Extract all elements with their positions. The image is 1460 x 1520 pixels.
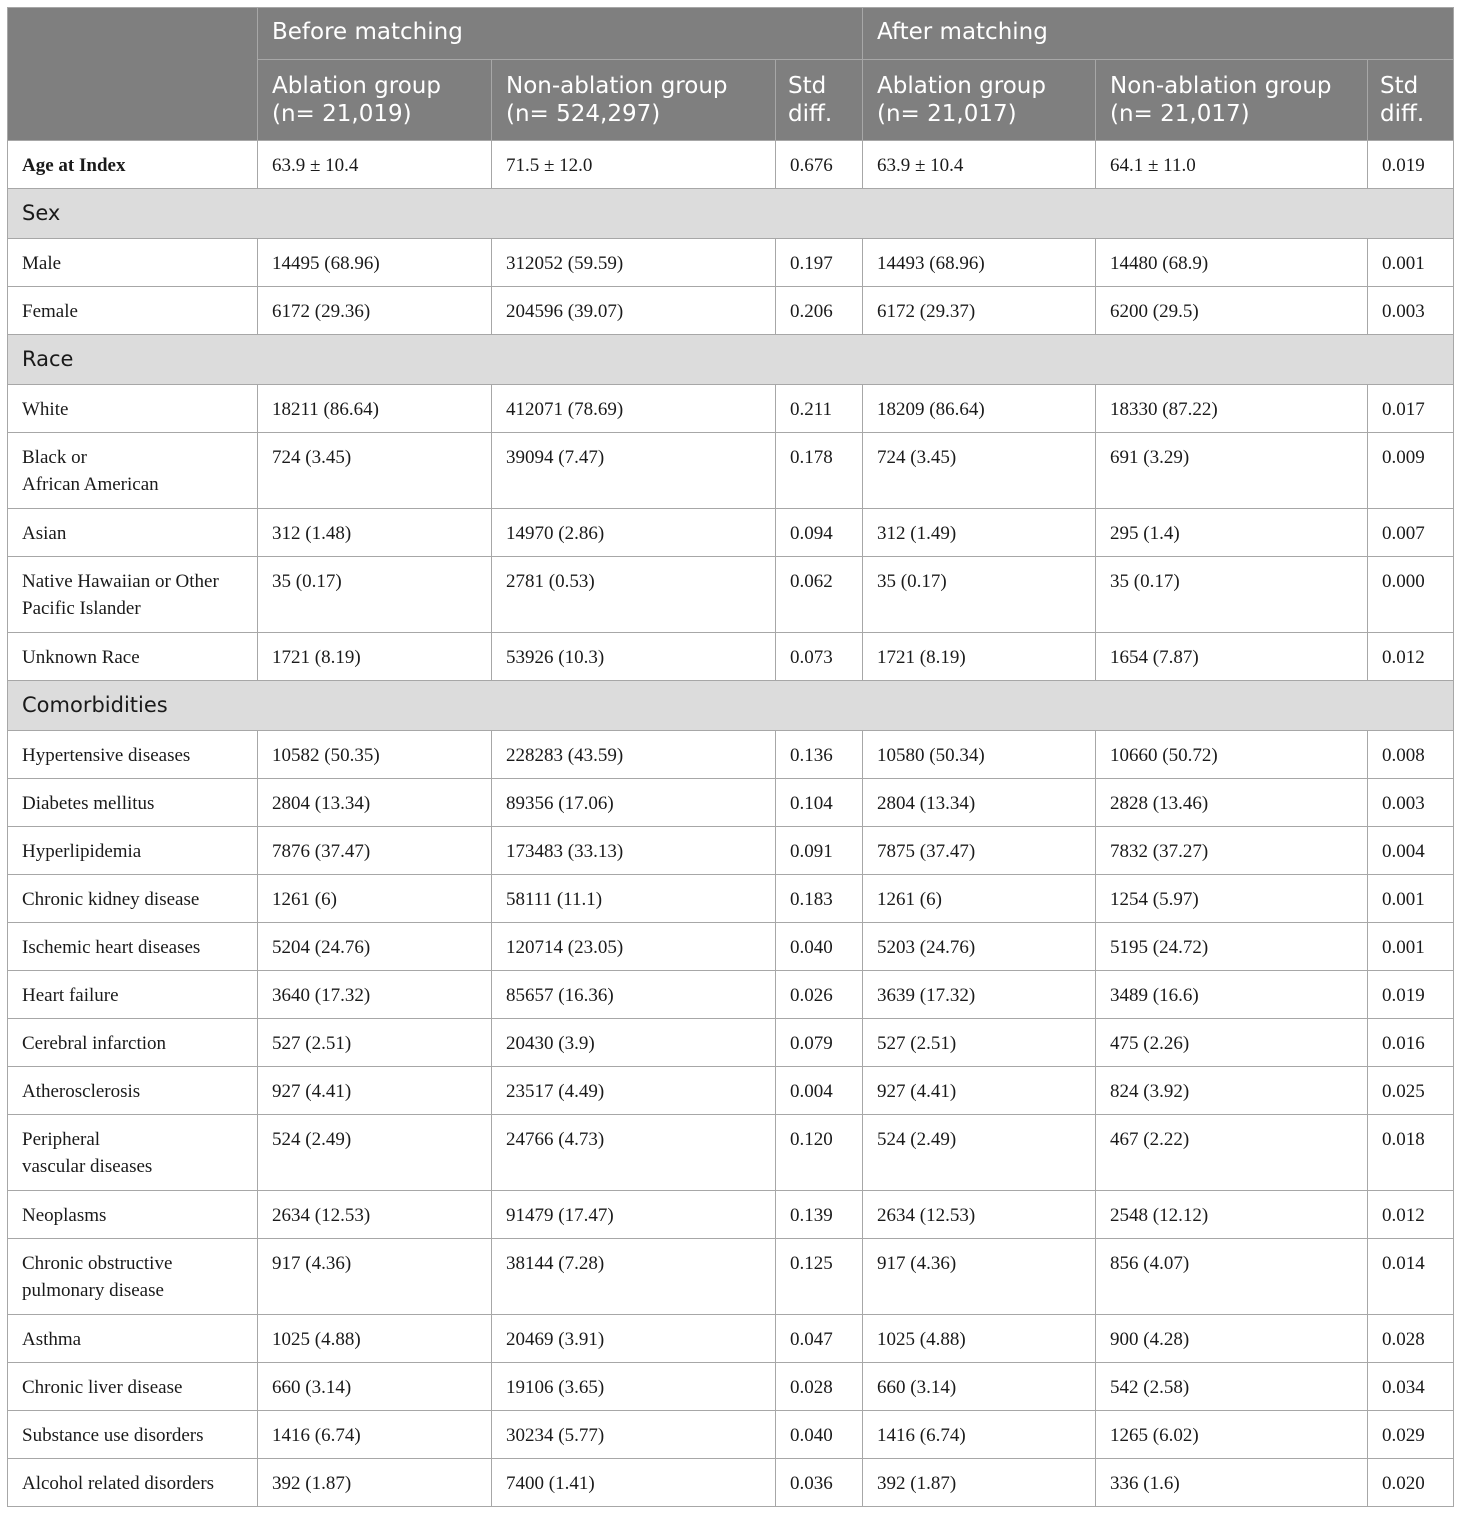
after-std-diff-value: 0.003 [1368, 287, 1454, 335]
after-std-diff-value: 0.001 [1368, 923, 1454, 971]
before-std-diff-value: 0.026 [776, 971, 863, 1019]
after-ablation-value: 5203 (24.76) [863, 923, 1096, 971]
before-ablation-value: 3640 (17.32) [258, 971, 492, 1019]
before-non-ablation-value: 39094 (7.47) [492, 433, 776, 509]
after-non-ablation-value: 900 (4.28) [1096, 1315, 1368, 1363]
after-ablation-value: 1416 (6.74) [863, 1411, 1096, 1459]
before-non-ablation-value: 30234 (5.77) [492, 1411, 776, 1459]
before-ablation-value: 35 (0.17) [258, 557, 492, 633]
header-before-matching: Before matching [258, 8, 863, 60]
before-non-ablation-value: 120714 (23.05) [492, 923, 776, 971]
after-std-diff-value: 0.008 [1368, 731, 1454, 779]
before-ablation-value: 927 (4.41) [258, 1067, 492, 1115]
before-non-ablation-value: 71.5 ± 12.0 [492, 141, 776, 189]
row-label: Black or African American [8, 433, 258, 509]
table-row [8, 923, 1454, 971]
table-header [8, 8, 1454, 141]
after-non-ablation-value: 542 (2.58) [1096, 1363, 1368, 1411]
after-std-diff-value: 0.007 [1368, 509, 1454, 557]
after-non-ablation-value: 7832 (37.27) [1096, 827, 1368, 875]
before-non-ablation-value: 20469 (3.91) [492, 1315, 776, 1363]
before-std-diff-value: 0.136 [776, 731, 863, 779]
before-ablation-value: 7876 (37.47) [258, 827, 492, 875]
table-row [8, 557, 1454, 633]
row-label: Atherosclerosis [8, 1067, 258, 1115]
table-row [8, 1315, 1454, 1363]
section-header-row [8, 335, 1454, 385]
before-std-diff-value: 0.139 [776, 1191, 863, 1239]
section-label: Race [8, 335, 1454, 385]
after-ablation-value: 392 (1.87) [863, 1459, 1096, 1507]
before-std-diff-value: 0.040 [776, 923, 863, 971]
table-row [8, 287, 1454, 335]
after-non-ablation-value: 14480 (68.9) [1096, 239, 1368, 287]
row-label: Ischemic heart diseases [8, 923, 258, 971]
row-label: Heart failure [8, 971, 258, 1019]
after-std-diff-value: 0.000 [1368, 557, 1454, 633]
before-std-diff-value: 0.094 [776, 509, 863, 557]
after-ablation-value: 2804 (13.34) [863, 779, 1096, 827]
row-label: Native Hawaiian or Other Pacific Islander [8, 557, 258, 633]
before-ablation-value: 2634 (12.53) [258, 1191, 492, 1239]
after-std-diff-value: 0.003 [1368, 779, 1454, 827]
after-non-ablation-value: 1654 (7.87) [1096, 633, 1368, 681]
before-ablation-value: 917 (4.36) [258, 1239, 492, 1315]
table-row [8, 239, 1454, 287]
after-non-ablation-value: 691 (3.29) [1096, 433, 1368, 509]
before-non-ablation-value: 38144 (7.28) [492, 1239, 776, 1315]
after-ablation-value: 312 (1.49) [863, 509, 1096, 557]
before-non-ablation-value: 204596 (39.07) [492, 287, 776, 335]
before-std-diff-value: 0.178 [776, 433, 863, 509]
before-non-ablation-value: 19106 (3.65) [492, 1363, 776, 1411]
before-non-ablation-value: 173483 (33.13) [492, 827, 776, 875]
section-header-row [8, 189, 1454, 239]
after-non-ablation-value: 35 (0.17) [1096, 557, 1368, 633]
after-std-diff-value: 0.001 [1368, 239, 1454, 287]
before-std-diff-value: 0.676 [776, 141, 863, 189]
after-ablation-value: 6172 (29.37) [863, 287, 1096, 335]
before-std-diff-value: 0.120 [776, 1115, 863, 1191]
after-non-ablation-value: 10660 (50.72) [1096, 731, 1368, 779]
after-non-ablation-value: 2548 (12.12) [1096, 1191, 1368, 1239]
table-body [8, 141, 1454, 1507]
table-row [8, 385, 1454, 433]
before-ablation-value: 392 (1.87) [258, 1459, 492, 1507]
before-ablation-value: 14495 (68.96) [258, 239, 492, 287]
before-ablation-value: 724 (3.45) [258, 433, 492, 509]
after-non-ablation-value: 336 (1.6) [1096, 1459, 1368, 1507]
table-row [8, 1191, 1454, 1239]
table-row [8, 875, 1454, 923]
after-std-diff-value: 0.034 [1368, 1363, 1454, 1411]
before-ablation-value: 10582 (50.35) [258, 731, 492, 779]
after-std-diff-value: 0.012 [1368, 633, 1454, 681]
after-std-diff-value: 0.020 [1368, 1459, 1454, 1507]
table-row [8, 779, 1454, 827]
row-label: Chronic kidney disease [8, 875, 258, 923]
table-row [8, 971, 1454, 1019]
header-after-non-ablation-group: Non-ablation group (n= 21,017) [1096, 60, 1368, 141]
before-ablation-value: 2804 (13.34) [258, 779, 492, 827]
before-std-diff-value: 0.040 [776, 1411, 863, 1459]
table-row [8, 1067, 1454, 1115]
after-ablation-value: 63.9 ± 10.4 [863, 141, 1096, 189]
before-non-ablation-value: 412071 (78.69) [492, 385, 776, 433]
after-non-ablation-value: 824 (3.92) [1096, 1067, 1368, 1115]
after-non-ablation-value: 2828 (13.46) [1096, 779, 1368, 827]
before-std-diff-value: 0.036 [776, 1459, 863, 1507]
before-ablation-value: 1721 (8.19) [258, 633, 492, 681]
before-std-diff-value: 0.062 [776, 557, 863, 633]
after-std-diff-value: 0.019 [1368, 971, 1454, 1019]
row-label: Male [8, 239, 258, 287]
section-header-row [8, 681, 1454, 731]
after-non-ablation-value: 3489 (16.6) [1096, 971, 1368, 1019]
after-ablation-value: 1721 (8.19) [863, 633, 1096, 681]
before-ablation-value: 1416 (6.74) [258, 1411, 492, 1459]
after-std-diff-value: 0.017 [1368, 385, 1454, 433]
before-non-ablation-value: 312052 (59.59) [492, 239, 776, 287]
after-ablation-value: 2634 (12.53) [863, 1191, 1096, 1239]
row-label: Peripheral vascular diseases [8, 1115, 258, 1191]
row-label: Neoplasms [8, 1191, 258, 1239]
before-non-ablation-value: 7400 (1.41) [492, 1459, 776, 1507]
after-std-diff-value: 0.012 [1368, 1191, 1454, 1239]
after-std-diff-value: 0.028 [1368, 1315, 1454, 1363]
after-std-diff-value: 0.009 [1368, 433, 1454, 509]
after-non-ablation-value: 1254 (5.97) [1096, 875, 1368, 923]
table-row [8, 1363, 1454, 1411]
table-row [8, 509, 1454, 557]
before-ablation-value: 312 (1.48) [258, 509, 492, 557]
baseline-characteristics-table [7, 7, 1454, 1507]
after-ablation-value: 660 (3.14) [863, 1363, 1096, 1411]
before-non-ablation-value: 20430 (3.9) [492, 1019, 776, 1067]
after-ablation-value: 10580 (50.34) [863, 731, 1096, 779]
after-ablation-value: 1025 (4.88) [863, 1315, 1096, 1363]
before-non-ablation-value: 89356 (17.06) [492, 779, 776, 827]
before-non-ablation-value: 2781 (0.53) [492, 557, 776, 633]
after-std-diff-value: 0.018 [1368, 1115, 1454, 1191]
after-non-ablation-value: 475 (2.26) [1096, 1019, 1368, 1067]
after-std-diff-value: 0.029 [1368, 1411, 1454, 1459]
before-non-ablation-value: 58111 (11.1) [492, 875, 776, 923]
row-label: White [8, 385, 258, 433]
before-ablation-value: 524 (2.49) [258, 1115, 492, 1191]
table-row [8, 731, 1454, 779]
row-label: Hyperlipidemia [8, 827, 258, 875]
row-label: Asthma [8, 1315, 258, 1363]
after-ablation-value: 3639 (17.32) [863, 971, 1096, 1019]
header-before-ablation-group: Ablation group (n= 21,019) [258, 60, 492, 141]
header-before-std-diff: Std diff. [776, 60, 863, 141]
table-row [8, 1019, 1454, 1067]
after-ablation-value: 524 (2.49) [863, 1115, 1096, 1191]
row-label: Substance use disorders [8, 1411, 258, 1459]
table-row [8, 433, 1454, 509]
before-non-ablation-value: 24766 (4.73) [492, 1115, 776, 1191]
after-std-diff-value: 0.019 [1368, 141, 1454, 189]
before-std-diff-value: 0.047 [776, 1315, 863, 1363]
after-ablation-value: 7875 (37.47) [863, 827, 1096, 875]
after-std-diff-value: 0.014 [1368, 1239, 1454, 1315]
before-std-diff-value: 0.091 [776, 827, 863, 875]
after-non-ablation-value: 18330 (87.22) [1096, 385, 1368, 433]
before-non-ablation-value: 85657 (16.36) [492, 971, 776, 1019]
after-ablation-value: 14493 (68.96) [863, 239, 1096, 287]
section-label: Comorbidities [8, 681, 1454, 731]
row-label: Asian [8, 509, 258, 557]
before-std-diff-value: 0.206 [776, 287, 863, 335]
row-label: Chronic liver disease [8, 1363, 258, 1411]
after-std-diff-value: 0.001 [1368, 875, 1454, 923]
before-ablation-value: 1025 (4.88) [258, 1315, 492, 1363]
after-non-ablation-value: 6200 (29.5) [1096, 287, 1368, 335]
before-std-diff-value: 0.183 [776, 875, 863, 923]
row-label: Diabetes mellitus [8, 779, 258, 827]
before-ablation-value: 18211 (86.64) [258, 385, 492, 433]
table-row [8, 1115, 1454, 1191]
after-non-ablation-value: 295 (1.4) [1096, 509, 1368, 557]
before-ablation-value: 63.9 ± 10.4 [258, 141, 492, 189]
after-ablation-value: 724 (3.45) [863, 433, 1096, 509]
section-label: Sex [8, 189, 1454, 239]
after-ablation-value: 18209 (86.64) [863, 385, 1096, 433]
before-std-diff-value: 0.073 [776, 633, 863, 681]
header-after-ablation-group: Ablation group (n= 21,017) [863, 60, 1096, 141]
header-corner-cell [8, 8, 258, 141]
before-std-diff-value: 0.028 [776, 1363, 863, 1411]
after-non-ablation-value: 64.1 ± 11.0 [1096, 141, 1368, 189]
before-ablation-value: 660 (3.14) [258, 1363, 492, 1411]
before-ablation-value: 5204 (24.76) [258, 923, 492, 971]
before-non-ablation-value: 23517 (4.49) [492, 1067, 776, 1115]
after-std-diff-value: 0.025 [1368, 1067, 1454, 1115]
before-std-diff-value: 0.125 [776, 1239, 863, 1315]
header-before-non-ablation-group: Non-ablation group (n= 524,297) [492, 60, 776, 141]
before-non-ablation-value: 53926 (10.3) [492, 633, 776, 681]
row-label: Unknown Race [8, 633, 258, 681]
table-row [8, 1411, 1454, 1459]
row-label: Hypertensive diseases [8, 731, 258, 779]
before-std-diff-value: 0.104 [776, 779, 863, 827]
row-label: Female [8, 287, 258, 335]
header-after-std-diff: Std diff. [1368, 60, 1454, 141]
row-label: Age at Index [8, 141, 258, 189]
before-non-ablation-value: 228283 (43.59) [492, 731, 776, 779]
before-std-diff-value: 0.197 [776, 239, 863, 287]
before-non-ablation-value: 14970 (2.86) [492, 509, 776, 557]
row-label: Cerebral infarction [8, 1019, 258, 1067]
before-ablation-value: 527 (2.51) [258, 1019, 492, 1067]
after-ablation-value: 527 (2.51) [863, 1019, 1096, 1067]
after-non-ablation-value: 467 (2.22) [1096, 1115, 1368, 1191]
after-non-ablation-value: 1265 (6.02) [1096, 1411, 1368, 1459]
table-row [8, 141, 1454, 189]
table-row [8, 1459, 1454, 1507]
after-ablation-value: 927 (4.41) [863, 1067, 1096, 1115]
after-std-diff-value: 0.016 [1368, 1019, 1454, 1067]
before-std-diff-value: 0.211 [776, 385, 863, 433]
after-ablation-value: 35 (0.17) [863, 557, 1096, 633]
table-row [8, 1239, 1454, 1315]
row-label: Chronic obstructive pulmonary disease [8, 1239, 258, 1315]
table-row [8, 633, 1454, 681]
after-non-ablation-value: 5195 (24.72) [1096, 923, 1368, 971]
before-ablation-value: 6172 (29.36) [258, 287, 492, 335]
after-std-diff-value: 0.004 [1368, 827, 1454, 875]
before-non-ablation-value: 91479 (17.47) [492, 1191, 776, 1239]
after-non-ablation-value: 856 (4.07) [1096, 1239, 1368, 1315]
before-std-diff-value: 0.079 [776, 1019, 863, 1067]
before-std-diff-value: 0.004 [776, 1067, 863, 1115]
header-after-matching: After matching [863, 8, 1454, 60]
after-ablation-value: 917 (4.36) [863, 1239, 1096, 1315]
table-row [8, 827, 1454, 875]
before-ablation-value: 1261 (6) [258, 875, 492, 923]
row-label: Alcohol related disorders [8, 1459, 258, 1507]
after-ablation-value: 1261 (6) [863, 875, 1096, 923]
